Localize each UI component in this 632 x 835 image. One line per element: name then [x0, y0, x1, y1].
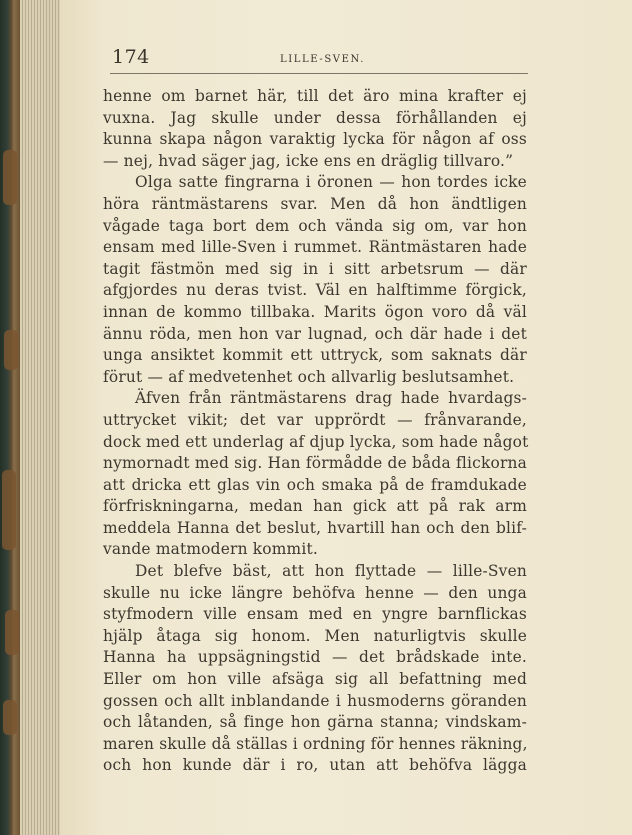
text-line: och låtanden, så finge hon gärna stanna; vindskam- — [103, 713, 527, 732]
text-line: gossen och allt inblandande i husmoderns göranden — [103, 691, 527, 710]
text-line: innan de kommo tillbaka. Marits ögon voro då väl — [103, 302, 527, 321]
text-line: Olga satte fingrarna i öronen — hon tordes icke — [135, 173, 527, 192]
text-line: nymornadt med sig. Han förmådde de båda flickorna — [103, 454, 527, 473]
text-line: skulle nu icke längre behöfva henne — den unga — [103, 583, 527, 602]
running-head: LILLE-SVEN. — [280, 54, 365, 65]
text-line: uttrycket vikit; det var upprördt — frånvarande, — [103, 410, 527, 429]
text-line: dock med ett underlag af djup lycka, som hade något — [103, 432, 529, 451]
text-line: vågade taga bort dem och vända sig om, var hon — [103, 216, 527, 235]
book-binding — [0, 0, 20, 835]
text-line: och hon kunde där i ro, utan att behöfva lägga — [103, 756, 527, 775]
text-line: afgjordes nu deras tvist. Väl en halftimme förgick, — [103, 281, 527, 300]
text-line: förut — af medvetenhet och allvarlig beslutsamhet. — [103, 367, 515, 386]
text-line: unga ansiktet kommit ett uttryck, som saknats där — [103, 346, 527, 365]
text-line: maren skulle då ställas i ordning för hennes räkning, — [103, 734, 528, 753]
text-line: henne om barnet här, till det äro mina krafter ej — [103, 87, 527, 105]
text-line: ännu röda, men hon var lugnad, och där hade i det — [103, 324, 527, 343]
text-line: att dricka ett glas vin och smaka på de framdukade — [103, 475, 527, 494]
text-line: höra räntmästarens svar. Men då hon ändtligen — [103, 194, 527, 213]
text-line: ensam med lille-Sven i rummet. Räntmästaren hade — [103, 238, 527, 257]
text-line: hjälp åtaga sig honom. Men naturligtvis skulle — [103, 626, 527, 645]
text-line: vuxna. Jag skulle under dessa förhållanden ej — [103, 108, 527, 127]
page-number: 174 — [112, 46, 150, 68]
text-line: vande matmodern kommit. — [103, 540, 318, 559]
page-header — [112, 46, 526, 70]
text-line: styfmodern ville ensam med en yngre barnflickas — [103, 605, 527, 624]
page-edges — [20, 0, 60, 835]
header-rule — [110, 73, 528, 74]
text-line: meddela Hanna det beslut, hvartill han och den blif- — [103, 518, 527, 537]
text-line: Hanna ha uppsägningstid — det brådskade inte. — [103, 648, 527, 667]
text-line: Det blefve bäst, att hon flyttade — lille-Sven — [135, 562, 527, 581]
text-line: — nej, hvad säger jag, icke ens en dräglig tillvaro.” — [103, 151, 514, 170]
text-line: tagit fästmön med sig in i sitt arbetsrum — där — [103, 259, 527, 278]
text-line: förfriskningarna, medan han gick att på rak arm — [103, 497, 527, 516]
text-line: Eller om hon ville afsäga sig all befattning med — [103, 670, 527, 689]
text-line: Äfven från räntmästarens drag hade hvardags- — [135, 389, 527, 408]
body-text — [103, 86, 527, 777]
text-line: kunna skapa någon varaktig lycka för någon af oss — [103, 130, 527, 149]
